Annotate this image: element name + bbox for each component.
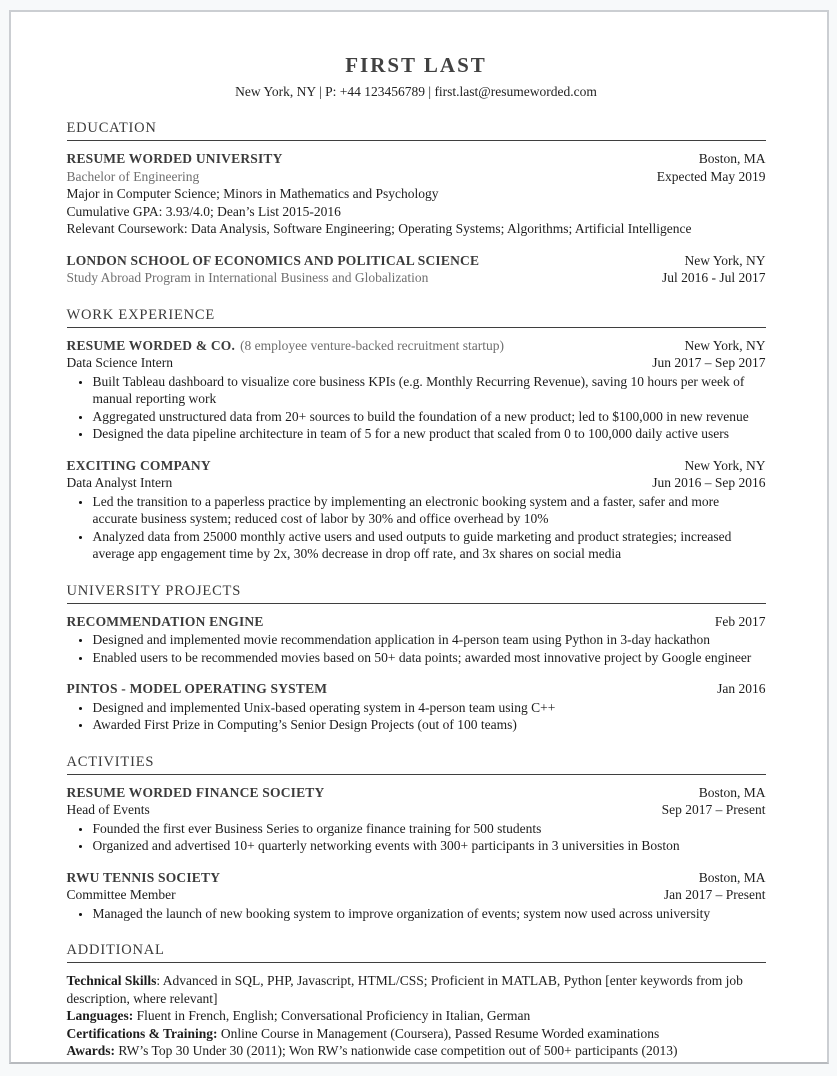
resume-content: [67, 52, 766, 1060]
bullet-list: [67, 373, 766, 443]
education-entry: [67, 150, 766, 238]
bullet-list: [67, 820, 766, 855]
bullet-list: [67, 699, 766, 734]
bullet-item: • Built Tableau dashboard to visualize core business KPIs (e.g. Monthly Recurring Revenue), saving 10 hours per week of manual reporting work: [92, 373, 766, 408]
company-location: New York, NY: [684, 337, 766, 353]
additional-label: Technical Skills: [66, 973, 157, 988]
additional-label: Awards:: [66, 1043, 115, 1058]
company-name: RESUME WORDED & CO.: [66, 337, 236, 353]
work-entry: [67, 337, 766, 443]
work-heading: WORK EXPERIENCE: [67, 306, 766, 328]
bullet-item: • Founded the first ever Business Series to organize finance training for 500 students: [92, 820, 766, 838]
bullet-item: • Organized and advertised 10+ quarterly networking events with 300+ participants in 3 universities in Boston: [92, 837, 766, 855]
section-additional: [67, 941, 766, 1060]
project-name: RECOMMENDATION ENGINE: [66, 613, 264, 629]
entry-header-row: [67, 869, 766, 887]
additional-heading: ADDITIONAL: [67, 941, 766, 963]
additional-text: RW’s Top 30 Under 30 (2011); Won RW’s nationwide case competition out of 500+ participants (2013): [115, 1043, 678, 1058]
section-activities: [67, 753, 766, 923]
entry-header-row: [67, 784, 766, 802]
bullet-item: • Managed the launch of new booking system to improve organization of events; system now used across university: [92, 905, 766, 923]
bullet-list: [67, 905, 766, 923]
education-detail: Cumulative GPA: 3.93/4.0; Dean’s List 2015-2016: [66, 203, 341, 219]
organization-location: Boston, MA: [698, 869, 766, 885]
additional-line: [67, 1025, 766, 1043]
entry-header-row: [67, 680, 766, 698]
company-line: [67, 337, 504, 355]
entry-subheader-row: [67, 269, 766, 287]
entry-subheader-row: [67, 168, 766, 186]
bullet-item: • Enabled users to be recommended movies based on 50+ data points; awarded most innovative project by Google engineer: [92, 649, 766, 667]
role-title: Head of Events: [66, 802, 150, 817]
bullet-item: • Designed and implemented movie recommendation application in 4-person team using Python in 3-day hackathon: [92, 631, 766, 649]
entry-header-row: [67, 613, 766, 631]
additional-line: [67, 1007, 766, 1025]
project-entry: [67, 613, 766, 667]
section-work-experience: [67, 306, 766, 563]
bullet-item: • Aggregated unstructured data from 20+ sources to build the foundation of a new product; led to $100,000 in new revenue: [92, 408, 766, 426]
company-name: EXCITING COMPANY: [66, 457, 211, 473]
resume-header: [67, 52, 766, 100]
school-name: RESUME WORDED UNIVERSITY: [66, 151, 283, 166]
candidate-name: FIRST LAST: [345, 53, 487, 77]
project-date: Jan 2016: [717, 681, 766, 696]
entry-subheader-row: [67, 354, 766, 372]
additional-line: [67, 1042, 766, 1060]
bullet-list: [67, 493, 766, 563]
activity-entry: [67, 784, 766, 855]
job-title: Data Analyst Intern: [66, 475, 173, 490]
entry-subheader-row: [67, 474, 766, 492]
bullet-item: • Analyzed data from 25000 monthly active users and used outputs to guide marketing and product strategies; increased average app engagement time by 2x, 30% decrease in drop off rate, and 3x shares on social media: [92, 528, 766, 563]
work-entry: [67, 457, 766, 563]
school-location: New York, NY: [684, 252, 766, 268]
contact-line: New York, NY | P: +44 123456789 | first.last@resumeworded.com: [235, 84, 597, 99]
additional-text: : Advanced in SQL, PHP, Javascript, HTML/CSS; Proficient in MATLAB, Python [enter keywords from job description, where relevant]: [66, 973, 743, 1006]
entry-subheader-row: [67, 886, 766, 904]
section-university-projects: [67, 582, 766, 734]
additional-line: [67, 972, 766, 1007]
education-detail: Major in Computer Science; Minors in Mathematics and Psychology: [66, 186, 439, 201]
school-name: LONDON SCHOOL OF ECONOMICS AND POLITICAL SCIENCE: [66, 252, 480, 268]
resume-page: [9, 10, 829, 1064]
project-name: PINTOS - MODEL OPERATING SYSTEM: [66, 681, 328, 696]
additional-label: Certifications & Training:: [66, 1025, 218, 1041]
bullet-item: • Designed the data pipeline architecture in team of 5 for a new product that scaled from 0 to 100,000 daily active users: [92, 425, 766, 443]
company-location: New York, NY: [684, 457, 766, 473]
education-entry: [67, 252, 766, 287]
entry-header-row: [67, 252, 766, 270]
additional-text: Fluent in French, English; Conversational Proficiency in Italian, German: [133, 1008, 531, 1023]
role-dates: Jan 2017 – Present: [663, 887, 766, 902]
activity-entry: [67, 869, 766, 923]
job-title: Data Science Intern: [66, 355, 173, 370]
program: Study Abroad Program in International Business and Globalization: [66, 270, 429, 285]
program-dates: Jul 2016 - Jul 2017: [661, 270, 766, 285]
bullet-item: • Designed and implemented Unix-based operating system in 4-person team using C++: [92, 699, 766, 717]
entry-header-row: [67, 150, 766, 168]
entry-header-row: [67, 457, 766, 475]
entry-subheader-row: [67, 801, 766, 819]
role-dates: Sep 2017 – Present: [661, 802, 766, 817]
school-location: Boston, MA: [698, 151, 766, 166]
activities-heading: ACTIVITIES: [67, 753, 766, 775]
additional-text: Online Course in Management (Coursera), Passed Resume Worded examinations: [217, 1025, 660, 1041]
organization-location: Boston, MA: [698, 784, 766, 800]
additional-label: Languages:: [66, 1008, 134, 1023]
project-entry: [67, 680, 766, 734]
graduation-date: Expected May 2019: [656, 168, 766, 184]
job-dates: Jun 2017 – Sep 2017: [652, 355, 766, 370]
bullet-item: • Awarded First Prize in Computing’s Senior Design Projects (out of 100 teams): [92, 716, 766, 734]
project-date: Feb 2017: [714, 613, 766, 629]
education-detail: Relevant Coursework: Data Analysis, Software Engineering; Operating Systems; Algorithms; Artificial Intelligence: [66, 221, 692, 236]
organization-name: RESUME WORDED FINANCE SOCIETY: [66, 784, 325, 800]
degree: Bachelor of Engineering: [66, 168, 200, 184]
projects-heading: UNIVERSITY PROJECTS: [67, 582, 766, 604]
entry-header-row: [67, 337, 766, 355]
bullet-list: [67, 631, 766, 666]
education-heading: EDUCATION: [67, 119, 766, 141]
section-education: [67, 119, 766, 287]
organization-name: RWU TENNIS SOCIETY: [66, 869, 221, 885]
bullet-item: • Led the transition to a paperless practice by implementing an electronic booking system and a faster, safer and more accurate business system; reduced cost of labor by 30% and office overhead by 10%: [92, 493, 766, 528]
job-dates: Jun 2016 – Sep 2016: [652, 475, 766, 490]
company-note: (8 employee venture-backed recruitment startup): [240, 337, 504, 353]
role-title: Committee Member: [66, 887, 176, 902]
